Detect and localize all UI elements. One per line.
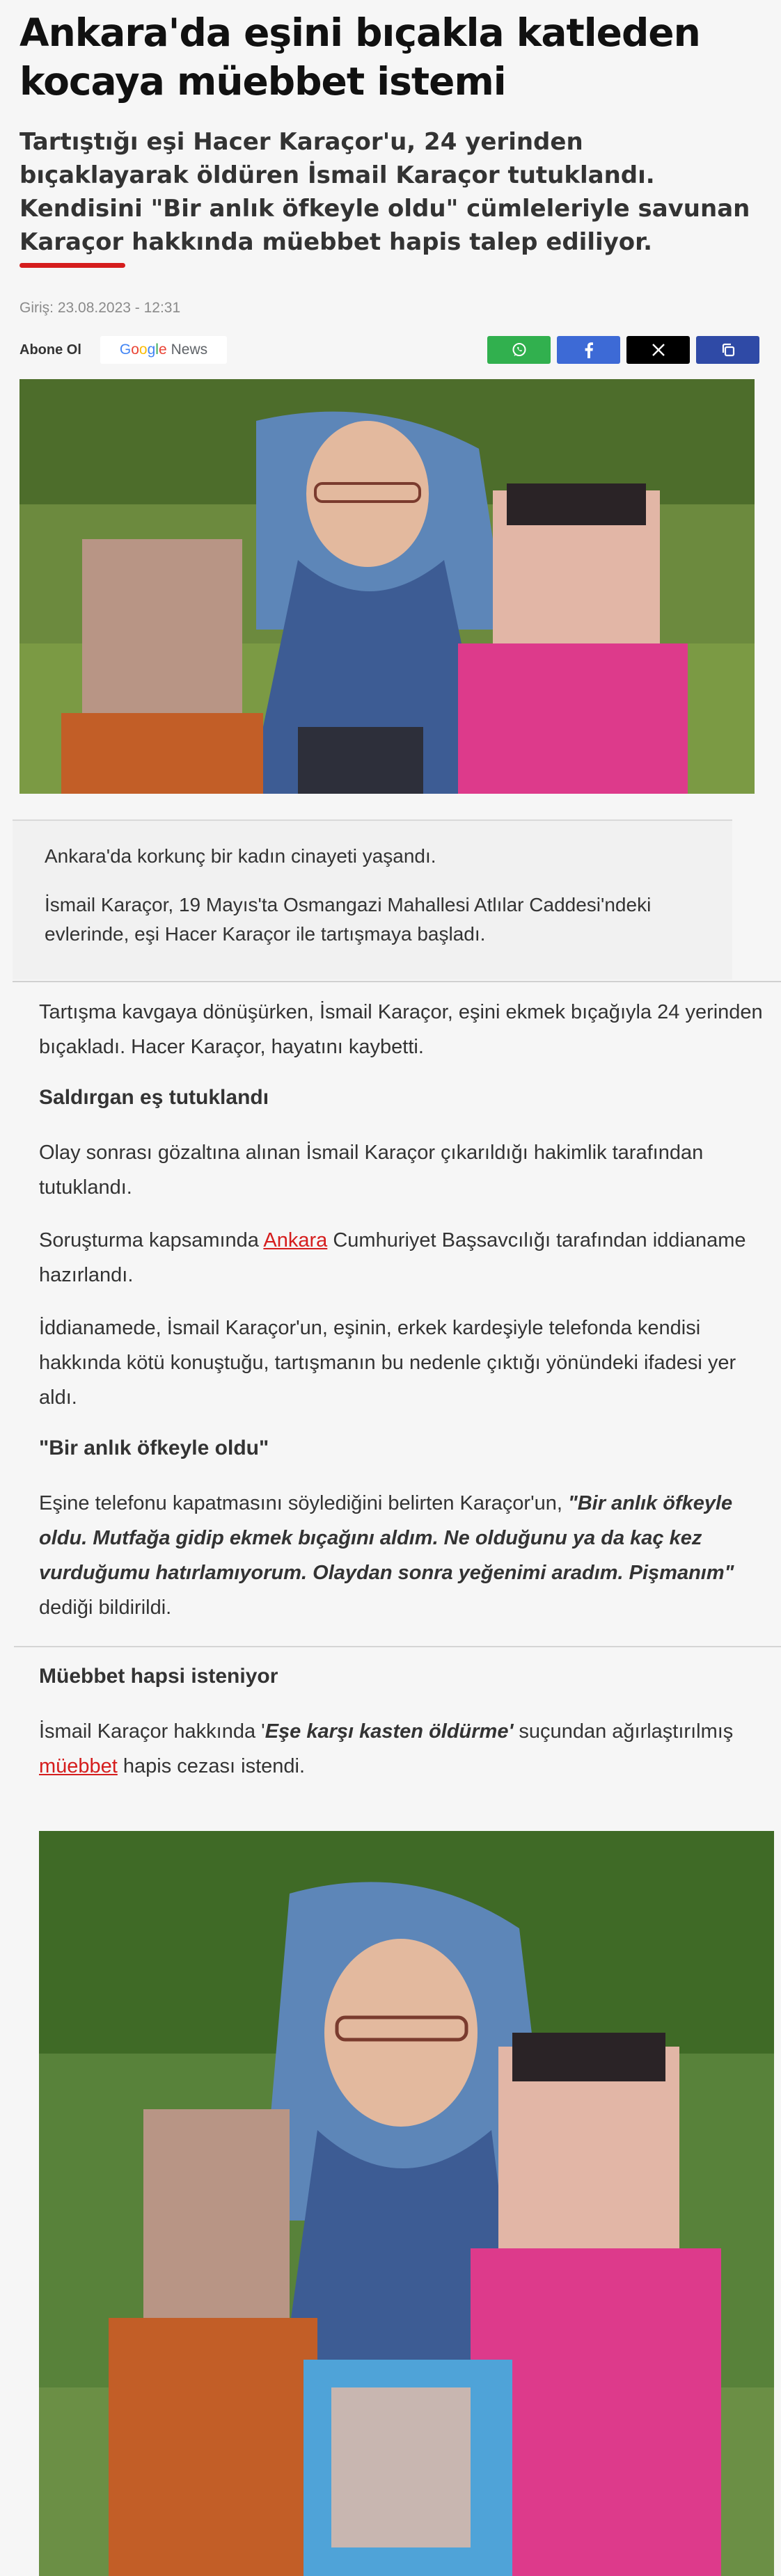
text-span: hapis cezası istendi. [117, 1755, 306, 1777]
emphasis-text: Eşe karşı kasten öldürme' [265, 1720, 514, 1743]
hero-photo-illustration [19, 379, 755, 794]
google-logo-letter: o [131, 342, 139, 358]
body-paragraph: Olay sonrası gözaltına alınan İsmail Karaçor çıkarıldığı hakimlik tarafından tutuklandı. [39, 1142, 704, 1199]
text-span: İsmail Karaçor hakkında ' [39, 1720, 265, 1743]
whatsapp-share-button[interactable] [487, 336, 551, 364]
share-bar [19, 336, 760, 364]
spot-underline [19, 263, 125, 268]
text-span: suçundan ağırlaştırılmış [513, 1720, 734, 1743]
google-news-label: News [171, 342, 208, 358]
copy-icon [720, 342, 736, 358]
whatsapp-icon [511, 342, 528, 358]
body-paragraph [39, 1714, 763, 1784]
ankara-tag-link[interactable]: Ankara [263, 1229, 328, 1251]
hero-photo [19, 379, 755, 794]
follow-button[interactable]: Abone Ol [19, 342, 81, 358]
facebook-share-button[interactable] [557, 336, 620, 364]
divider [13, 981, 781, 982]
subheading: "Bir anlık öfkeyle oldu" [39, 1437, 269, 1459]
body-paragraph: Tartışma kavgaya dönüşürken, İsmail Karaçor, eşini ekmek bıçağıyla 24 yerinden bıçakladı. Hacer Karaçor, hayatını kaybetti. [39, 1001, 763, 1058]
text-span: Soruşturma kapsamında [39, 1229, 264, 1251]
google-logo-letter: g [147, 342, 156, 358]
google-logo-letter: o [139, 342, 148, 358]
subheading: Saldırgan eş tutuklandı [39, 1086, 269, 1109]
body-paragraph [39, 1223, 763, 1293]
article-header [0, 0, 781, 364]
copy-link-button[interactable] [696, 336, 759, 364]
divider [14, 1646, 781, 1647]
intro-paragraph: İsmail Karaçor, 19 Mayıs'ta Osmangazi Mahallesi Atlılar Caddesi'ndeki evlerinde, eşi Hacer Karaçor ile tartışmaya başladı. [45, 894, 652, 945]
muebbet-tag-link[interactable]: müebbet [39, 1755, 118, 1777]
article-body [39, 995, 763, 1802]
body-paragraph: İddianamede, İsmail Karaçor'un, eşinin, erkek kardeşiyle telefonda kendisi hakkında kötü konuştuğu, tartışmanın bu nedenle çıktığı yönündeki ifadesi yer aldı. [39, 1317, 736, 1409]
subheading: Müebbet hapsi isteniyor [39, 1665, 278, 1688]
intro-paragraph: Ankara'da korkunç bir kadın cinayeti yaşandı. [45, 845, 436, 867]
article-intro [13, 819, 732, 979]
google-logo-letter: e [158, 342, 167, 358]
quote-text: "Bir anlık öfkeyle oldu. Mutfağa gidip ekmek bıçağını aldım. Ne olduğunu ya da kaç kez vurduğumu hatırlamıyorum. Olaydan sonra yeğenimi aradım. Pişmanım" [39, 1492, 734, 1584]
text-span: dediği bildirildi. [39, 1597, 172, 1619]
google-logo-letter: l [155, 342, 159, 358]
body-paragraph [39, 1486, 763, 1625]
x-share-button[interactable] [626, 336, 690, 364]
google-news-button[interactable] [100, 336, 227, 364]
article-spot: Tartıştığı eşi Hacer Karaçor'u, 24 yerinden bıçaklayarak öldüren İsmail Karaçor tutuklandı. Kendisini "Bir anlık öfkeyle oldu" cümleleriyle savunan Karaçor hakkında müebbet hapis talep ediliyor. [19, 128, 750, 256]
text-span: Eşine telefonu kapatmasını söylediğini belirten Karaçor'un, [39, 1492, 568, 1514]
article-photo-illustration [39, 1831, 774, 2576]
x-icon [652, 343, 665, 357]
article-photo [39, 1831, 774, 2576]
google-logo-letter: G [119, 342, 132, 358]
article-title: Ankara'da eşini bıçakla katleden kocaya müebbet istemi [19, 10, 700, 104]
facebook-icon [584, 342, 594, 358]
text-span: Cumhuriyet Başsavcılığı tarafından iddianame hazırlandı. [39, 1229, 746, 1286]
publish-date: Giriş: 23.08.2023 - 12:31 [19, 300, 181, 316]
